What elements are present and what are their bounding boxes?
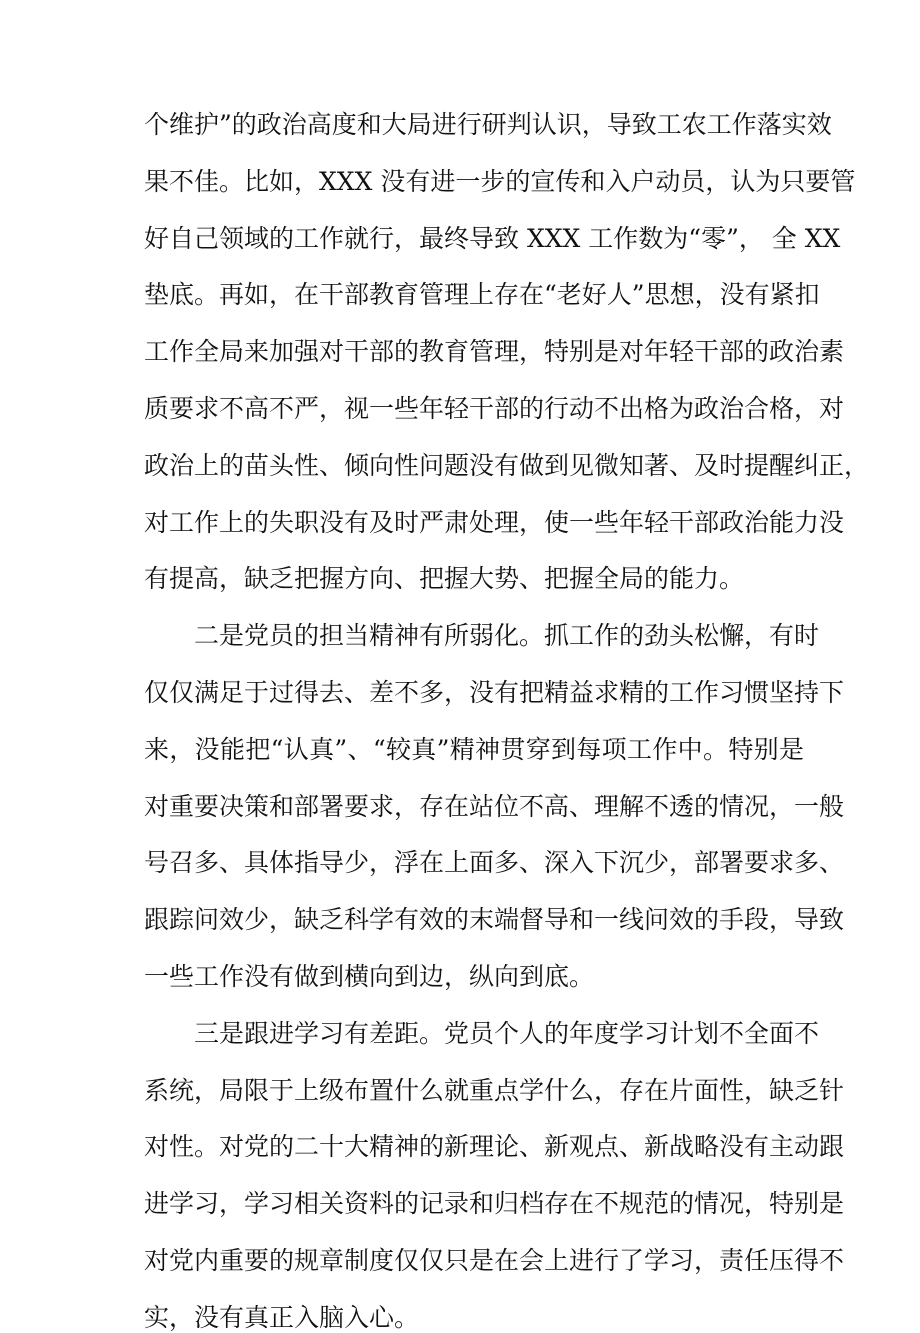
body-text-line: 号召多、具体指导少，浮在上面多、深入下沉少，部署要求多、 [144, 848, 845, 877]
body-text-line: 对重要决策和部署要求，存在站位不高、理解不透的情况，一般 [144, 792, 845, 821]
body-text-line: 进学习，学习相关资料的记录和归档存在不规范的情况，特别是 [144, 1189, 845, 1218]
body-text-line: 一些工作没有做到横向到边，纵向到底。 [144, 962, 595, 991]
body-text-line: 政治上的苗头性、倾向性问题没有做到见微知著、及时提醒纠正， [144, 451, 870, 480]
paragraph-first-line: 三是跟进学习有差距。党员个人的年度学习计划不全面不 [194, 1019, 820, 1048]
body-text-line: 对性。对党的二十大精神的新理论、新观点、新战略没有主动跟 [144, 1132, 845, 1161]
body-text-line: 对党内重要的规章制度仅仅只是在会上进行了学习，责任压得不 [144, 1246, 845, 1275]
body-text-line: 果不佳。比如，XXX 没有进一步的宣传和入户动员，认为只要管 [144, 167, 856, 196]
body-text-line: 系统，局限于上级布置什么就重点学什么，存在片面性，缺乏针 [144, 1076, 845, 1105]
body-text-line: 对工作上的失职没有及时严肃处理，使一些年轻干部政治能力没 [144, 508, 845, 537]
body-text-line: 工作全局来加强对干部的教育管理，特别是对年轻干部的政治素 [144, 337, 845, 366]
body-text-line: 个维护”的政治高度和大局进行研判认识，导致工农工作落实效 [144, 110, 832, 139]
body-text-line: 垫底。再如，在干部教育管理上存在“老好人”思想，没有紧扣 [144, 280, 820, 309]
body-text-line: 跟踪问效少，缺乏科学有效的末端督导和一线问效的手段，导致 [144, 905, 845, 934]
body-text-line: 有提高，缺乏把握方向、把握大势、把握全局的能力。 [144, 564, 745, 593]
body-text-line: 实，没有真正入脑入心。 [144, 1303, 420, 1332]
body-text-line: 好自己领域的工作就行，最终导致 XXX 工作数为“零”， 全 XX [144, 224, 841, 253]
body-text-line: 来，没能把“认真”、“较真”精神贯穿到每项工作中。特别是 [144, 735, 804, 764]
paragraph-first-line: 二是党员的担当精神有所弱化。抓工作的劲头松懈，有时 [194, 621, 820, 650]
body-text-line: 仅仅满足于过得去、差不多，没有把精益求精的工作习惯坚持下 [144, 678, 845, 707]
body-text-line: 质要求不高不严，视一些年轻干部的行动不出格为政治合格，对 [144, 394, 845, 423]
